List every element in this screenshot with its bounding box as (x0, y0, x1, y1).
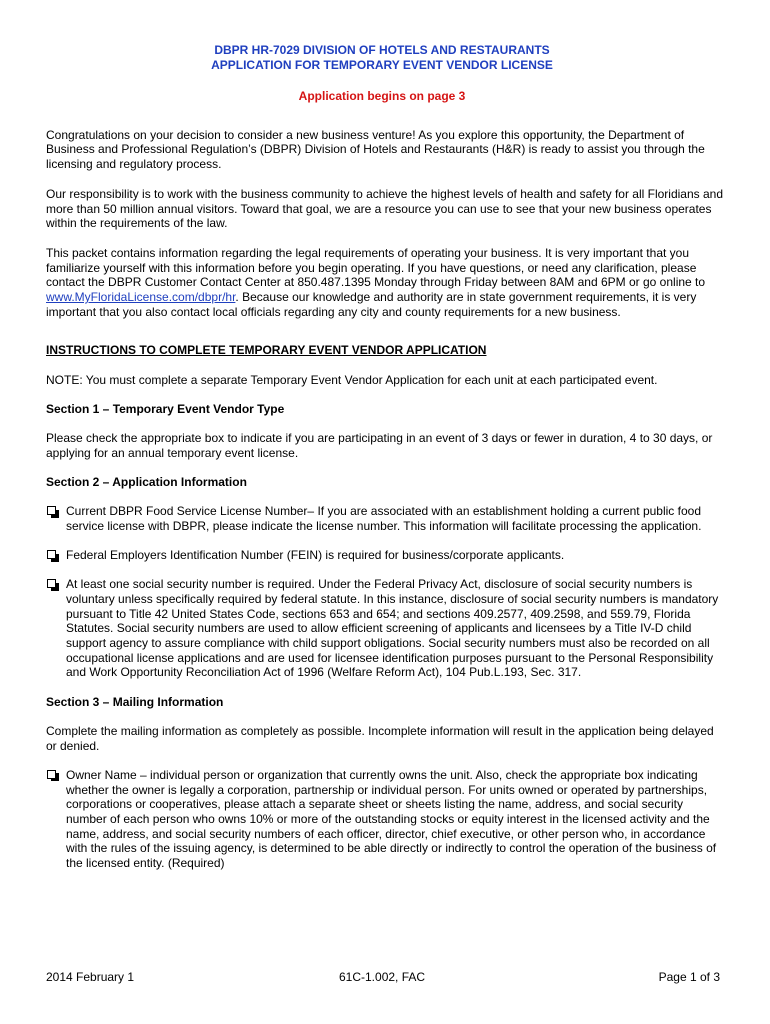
intro-paragraph-1: Congratulations on your decision to consider a new business venture! As you explore this opportunity, the Department of Business and Professional Regulation’s (DBPR) Division of Hotels and Restaurants (H&R) is ready to assist you through the licensing and regulatory process. (46, 127, 705, 172)
intro-paragraph-3 (46, 246, 726, 320)
section-2-item-license-number (46, 504, 726, 533)
document-title-line-1: DBPR HR-7029 DIVISION OF HOTELS AND RESTAURANTS (214, 43, 550, 57)
intro-paragraph-3-start: This packet contains information regarding the legal requirements of operating your business. It is very important that you familiarize yourself with this information before you begin operating. If you have questions, or need any clarification, please contact the DBPR Customer Contact Center at 850.487.1395 Monday through Friday between 8AM and 6PM or go online to (46, 245, 706, 290)
section-2-item-fein (46, 548, 726, 563)
section-2-title: Section 2 – Application Information (46, 474, 247, 489)
intro-paragraph-3-end: . Because our knowledge and authority are in state government requirements, it is very important that you also contact local officials regarding any city and county requirements for a new business. (46, 290, 697, 319)
section-2-item-text: Federal Employers Identification Number (FEIN) is required for business/corporate applicants. (66, 548, 565, 563)
section-3-item-text: Owner Name – individual person or organization that currently owns the unit. Also, check the appropriate box indicating whether the owner is legally a corporation, partnership or individual person. For units owned or operated by partnerships, corporations or cooperatives, please attach a separate sheet or sheets listing the name, address, and social security number of each person who owns 10% or more of the outstanding stocks or equity interest in the licensed activity and the name, address, and social security numbers of each officer, director, chief executive, or other person who, in accordance with the rules of the issuing agency, is determined to be able directly or indirectly to control the operation of the business of the licensed entity. (Required) (66, 767, 717, 871)
section-2-item-text: Current DBPR Food Service License Number– If you are associated with an establishment holding a current public food service license with DBPR, please indicate the license number. This information will facilitate processing the application. (66, 504, 702, 533)
footer-page-number: Page 1 of 3 (658, 970, 720, 984)
document-title-line-2: APPLICATION FOR TEMPORARY EVENT VENDOR LICENSE (211, 58, 553, 72)
document-page (46, 43, 726, 871)
dbpr-hr-website-link[interactable]: www.MyFloridaLicense.com/dbpr/hr (46, 290, 236, 305)
checkbox-bullet-icon (47, 770, 56, 779)
section-3-title: Section 3 – Mailing Information (46, 694, 224, 709)
section-3-text: Complete the mailing information as completely as possible. Incomplete information will result in the application being delayed or denied. (46, 723, 714, 753)
checkbox-bullet-icon (47, 506, 56, 515)
checkbox-bullet-icon (47, 550, 56, 559)
intro-paragraph-2: Our responsibility is to work with the business community to achieve the highest levels of health and safety for all Floridians and more than 50 million annual visitors. Toward that goal, we are a resource you can use to see that your new business operates within the requirements of the law. (46, 186, 724, 231)
checkbox-bullet-icon (47, 579, 56, 588)
section-2-item-text: At least one social security number is required. Under the Federal Privacy Act, disclosure of social security numbers is voluntary unless specifically required by federal statute. In this instance, disclosure of social security numbers is mandatory pursuant to Title 42 United States Code, sections 653 and 654; and sections 409.2577, 409.2598, and 559.79, Florida Statutes. Social security numbers are used to allow efficient screening of applicants and licensees by a Title IV-D child support agency to assure compliance with child support obligations. Social security numbers must also be recorded on all occupational license applications and are used for licensee identification purposes pursuant to the Personal Responsibility and Work Opportunity Reconciliation Act of 1996 (Welfare Reform Act), 104 Pub.L.193, Sec. 317. (66, 577, 719, 680)
section-3-item-owner-name (46, 768, 726, 871)
page-footer (46, 970, 720, 986)
footer-date: 2014 February 1 (46, 970, 135, 984)
section-2-item-ssn (46, 577, 726, 680)
section-1-text: Please check the appropriate box to indicate if you are participating in an event of 3 days or fewer in duration, 4 to 30 days, or applying for an annual temporary event license. (46, 431, 713, 460)
instructions-heading: INSTRUCTIONS TO COMPLETE TEMPORARY EVENT VENDOR APPLICATION (46, 343, 487, 358)
section-1-title: Section 1 – Temporary Event Vendor Type (46, 401, 285, 416)
application-begins-note: Application begins on page 3 (298, 89, 466, 103)
footer-rule-code: 61C-1.002, FAC (339, 970, 426, 984)
instructions-note: NOTE: You must complete a separate Temporary Event Vendor Application for each unit at each participated event. (46, 372, 658, 387)
